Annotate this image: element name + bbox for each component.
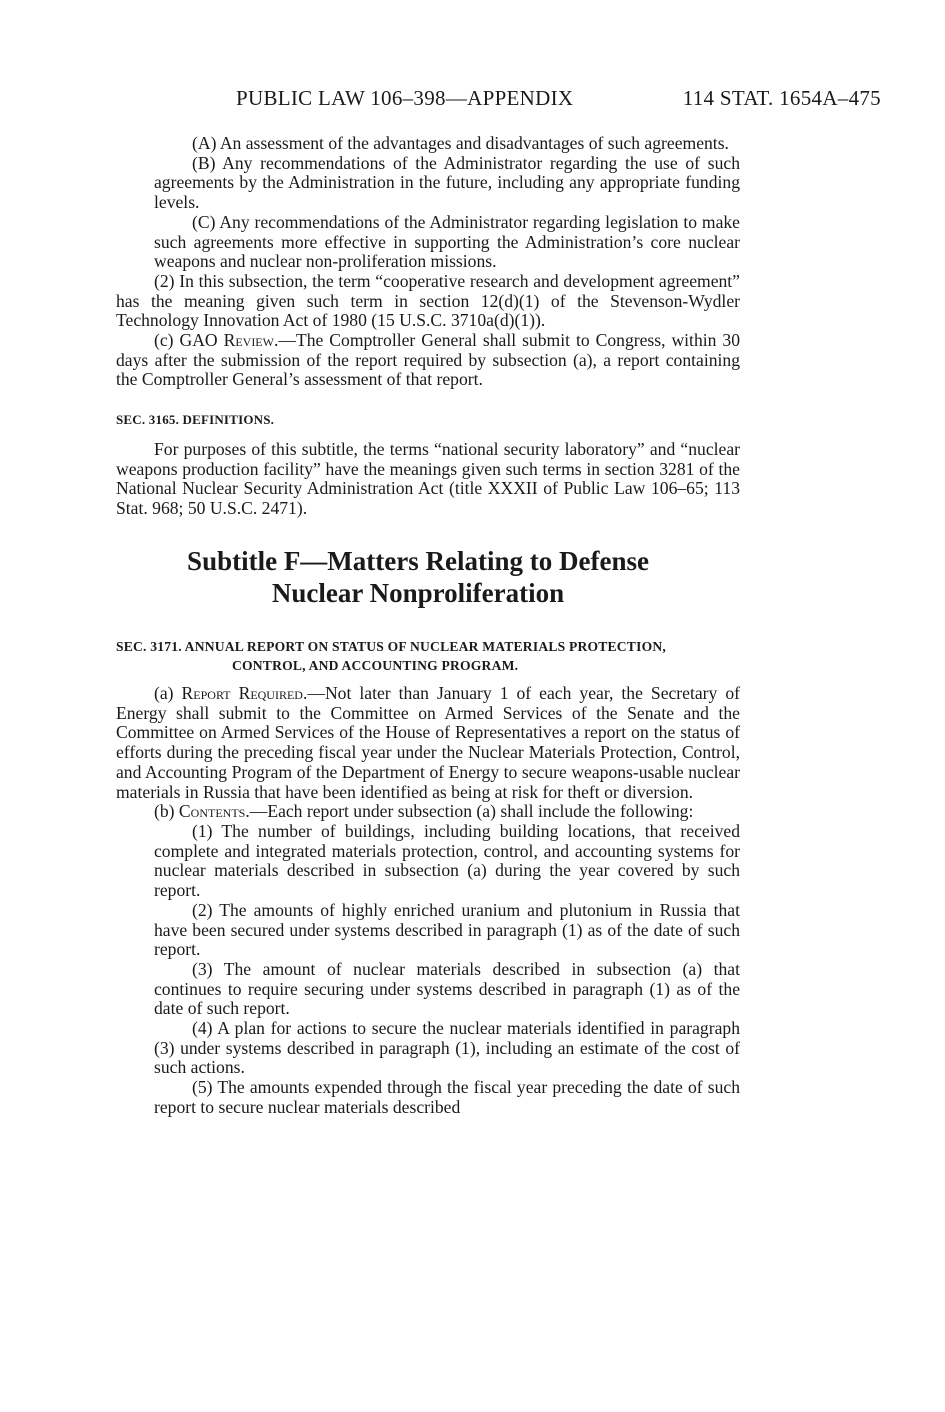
body-text [116,134,740,1118]
subtitle-heading [58,545,778,609]
paragraph-a: (A) An assessment of the advantages and disadvantages of such agreements. [192,133,729,153]
subtitle-line-1: Subtitle F—Matters Relating to Defense [187,545,649,576]
gao-prefix: (c) [154,330,180,351]
header-law-title: PUBLIC LAW 106–398—APPENDIX [236,86,574,110]
sec3171-a-text: .—Not later than January 1 of each year, the Secretary of Energy shall submit to the Committee on Armed Services of the Senate and the Committee on Armed Services of the House of Representatives a report on the status of efforts during the preceding fiscal year under the Nuclear Materials Protection, Control, and Accounting Program of the Department of Energy to secure weapons-usable nuclear materials in Russia that have been identified as being at risk for theft or diversion. [116,683,740,802]
paragraph-gao-review [116,331,740,390]
list-item: (1) The number of buildings, including building locations, that received complete and integrated materials protection, control, and accounting systems for nuclear materials described in subsection (a) during the year covered by such report. [154,820,740,901]
paragraph-b: (B) Any recommendations of the Administrator regarding the use of such agreements by the Administration in the future, including any appropriate funding levels. [154,152,740,213]
header-statute-page: 114 STAT. 1654A–475 [682,86,881,110]
sec3171-b-prefix: (b) [154,801,179,822]
sec3171-b-heading: Contents [178,801,246,822]
list-item: (4) A plan for actions to secure the nuclear materials identified in paragraph (3) under systems described in paragraph (1), including an estimate of the cost of such actions. [154,1018,740,1078]
list-item: (2) The amounts of highly enriched uranium and plutonium in Russia that have been secured under systems described in paragraph (1) as of the date of such report. [154,899,740,960]
sec3171-a-prefix: (a) [154,683,182,704]
subtitle-block [58,545,778,609]
section-3171-a [116,684,740,802]
paragraph-2: (2) In this subsection, the term “cooperative research and development agreement” has the meaning given such term in section 12(d)(1) of the Stevenson-Wydler Technology Innovation Act of 1980 (15 U.S.C. 3710a(d)(1)). [116,270,740,331]
list-item: (3) The amount of nuclear materials described in subsection (a) that continues to require securing under systems described in paragraph (1) as of the date of such report. [154,958,740,1019]
sec3171-a-heading: Report Required [181,683,303,704]
list-item: (5) The amounts expended through the fiscal year preceding the date of such report to secure nuclear materials described [154,1077,740,1117]
gao-text: .—The Comptroller General shall submit to Congress, within 30 days after the submission of the report required by subsection (a), a report containing the Comptroller General’s assessment of that report. [116,330,740,390]
section-3171-b [116,802,740,822]
subtitle-line-2: Nuclear Nonproliferation [271,577,565,608]
section-3165-heading: SEC. 3165. DEFINITIONS. [116,412,275,428]
paragraph-c: (C) Any recommendations of the Administrator regarding legislation to make such agreements more effective in supporting the Administration’s core nuclear weapons and nuclear non-proliferation missions. [154,211,740,272]
gao-heading: GAO Review [179,330,274,351]
running-header [236,86,881,111]
sec3171-b-text: .—Each report under subsection (a) shall include the following: [245,801,694,822]
section-3165-text: For purposes of this subtitle, the terms “national security laboratory” and “nuclear weapons production facility” have the meanings given such terms in section 3281 of the National Nuclear Security Administration Act (title XXXII of Public Law 106–65; 113 Stat. 968; 50 U.S.C. 2471). [116,438,740,518]
section-3171-heading: SEC. 3171. ANNUAL REPORT ON STATUS OF NUCLEAR MATERIALS PROTECTION, CONTROL, AND ACCOUNTING PROGRAM. [116,638,666,674]
